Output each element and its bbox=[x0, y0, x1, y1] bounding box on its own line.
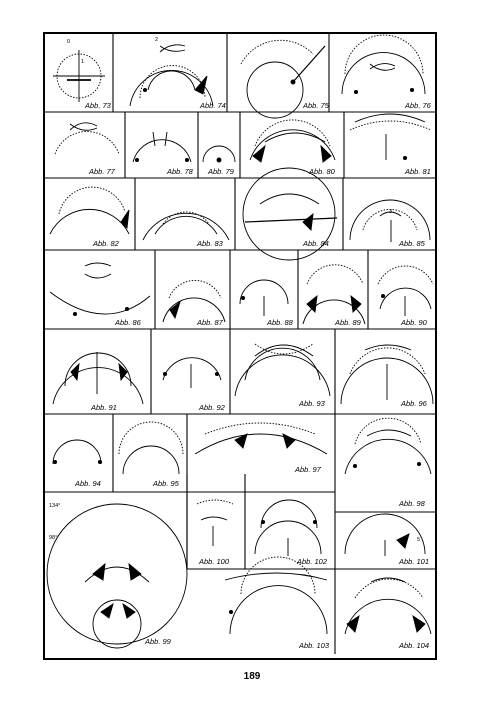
label-abb-100: Abb. 100 bbox=[199, 557, 230, 566]
label-abb-89: Abb. 89 bbox=[335, 318, 361, 327]
label-abb-98: Abb. 98 bbox=[399, 499, 425, 508]
fig-73 bbox=[53, 50, 105, 102]
label-abb-76: Abb. 76 bbox=[405, 101, 431, 110]
fig-74 bbox=[130, 45, 213, 106]
plate-drawing bbox=[45, 34, 439, 662]
label-abb-102: Abb. 102 bbox=[297, 557, 328, 566]
fig-88 bbox=[240, 280, 288, 316]
page-number: 189 bbox=[243, 671, 261, 682]
mark-zero: 0 bbox=[67, 39, 71, 45]
fig-104 bbox=[345, 578, 431, 634]
label-abb-85: Abb. 85 bbox=[399, 239, 425, 248]
label-abb-95: Abb. 95 bbox=[153, 479, 179, 488]
label-abb-77: Abb. 77 bbox=[89, 167, 115, 176]
label-abb-81: Abb. 81 bbox=[405, 167, 431, 176]
label-abb-99: Abb. 99 bbox=[145, 637, 171, 646]
label-abb-103: Abb. 103 bbox=[299, 641, 330, 650]
mark-three: 3 bbox=[389, 209, 393, 215]
fig-93 bbox=[235, 344, 330, 396]
label-abb-101: Abb. 101 bbox=[399, 557, 430, 566]
fig-82 bbox=[50, 187, 129, 234]
degree-98: 98° bbox=[49, 535, 58, 541]
fig-90 bbox=[378, 266, 433, 316]
label-abb-96: Abb. 96 bbox=[401, 399, 427, 408]
fig-86 bbox=[50, 263, 150, 316]
figure-plate bbox=[43, 32, 437, 660]
label-abb-97: Abb. 97 bbox=[295, 465, 321, 474]
fig-78 bbox=[133, 132, 191, 162]
label-abb-87: Abb. 87 bbox=[197, 318, 223, 327]
label-abb-90: Abb. 90 bbox=[401, 318, 427, 327]
label-abb-78: Abb. 78 bbox=[167, 167, 193, 176]
fig-91 bbox=[53, 352, 143, 404]
fig-95 bbox=[119, 422, 183, 474]
label-abb-93: Abb. 93 bbox=[299, 399, 325, 408]
label-abb-82: Abb. 82 bbox=[93, 239, 119, 248]
fig-100 bbox=[197, 500, 233, 546]
label-abb-74: Abb. 74 bbox=[200, 101, 226, 110]
fig-79 bbox=[203, 146, 235, 162]
label-abb-83: Abb. 83 bbox=[197, 239, 223, 248]
label-abb-94: Abb. 94 bbox=[75, 479, 101, 488]
fig-85 bbox=[350, 200, 430, 242]
label-abb-92: Abb. 92 bbox=[199, 403, 225, 412]
degree-134: 134° bbox=[49, 503, 61, 509]
mark-two: 2 bbox=[155, 37, 159, 43]
label-abb-84: Abb. 84 bbox=[303, 239, 329, 248]
label-abb-86: Abb. 86 bbox=[115, 318, 141, 327]
label-abb-91: Abb. 91 bbox=[91, 403, 117, 412]
label-abb-79: Abb. 79 bbox=[208, 167, 234, 176]
fig-96 bbox=[341, 345, 433, 404]
label-abb-80: Abb. 80 bbox=[309, 167, 335, 176]
fig-80 bbox=[250, 120, 335, 162]
fig-76 bbox=[342, 35, 425, 94]
mark-five: 5 bbox=[417, 537, 421, 543]
fig-97 bbox=[195, 423, 327, 454]
fig-92 bbox=[163, 358, 221, 388]
label-abb-73: Abb. 73 bbox=[85, 101, 111, 110]
fig-83 bbox=[143, 212, 229, 240]
fig-77 bbox=[55, 123, 119, 154]
label-abb-104: Abb. 104 bbox=[399, 641, 430, 650]
panel-grid bbox=[45, 34, 437, 654]
fig-102 bbox=[255, 500, 321, 556]
label-abb-88: Abb. 88 bbox=[267, 318, 293, 327]
mark-one: 1 bbox=[81, 59, 85, 65]
fig-89 bbox=[303, 265, 365, 324]
fig-99 bbox=[47, 504, 187, 648]
fig-98 bbox=[345, 418, 431, 474]
fig-81 bbox=[350, 114, 431, 160]
label-abb-75: Abb. 75 bbox=[303, 101, 329, 110]
fig-101 bbox=[345, 514, 425, 556]
fig-94 bbox=[53, 440, 102, 464]
fig-87 bbox=[163, 280, 225, 322]
